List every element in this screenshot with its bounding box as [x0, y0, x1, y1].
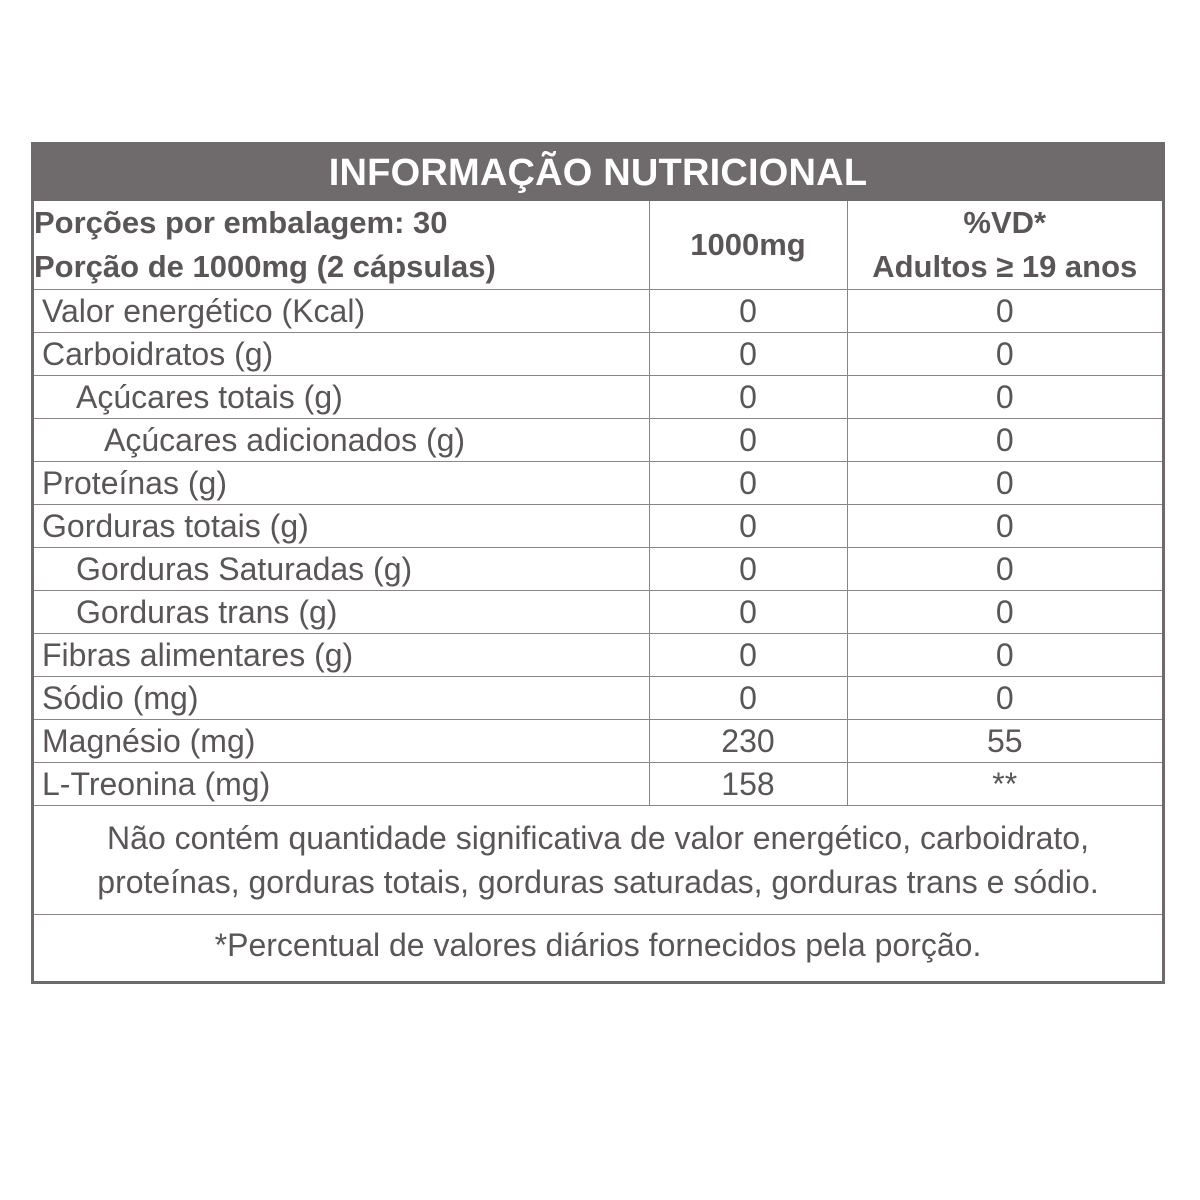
note-line-2: proteínas, gorduras totais, gorduras saturadas, gorduras trans e sódio.	[97, 864, 1099, 900]
nutrient-label: L-Treonina (mg)	[34, 763, 649, 806]
nutrient-amount: 0	[649, 333, 847, 376]
table-header-row	[34, 201, 1162, 290]
nutrient-label: Gorduras Saturadas (g)	[34, 548, 649, 591]
table-row	[34, 505, 1162, 548]
vd-audience: Adultos ≥ 19 anos	[872, 249, 1138, 284]
nutrient-label: Sódio (mg)	[34, 677, 649, 720]
nutrient-amount: 0	[649, 290, 847, 333]
servings-per-package: Porções por embalagem: 30	[34, 205, 448, 240]
nutrition-table	[34, 201, 1162, 975]
nutrient-vd: 55	[847, 720, 1162, 763]
nutrition-facts-panel	[31, 142, 1165, 984]
nutrient-vd: 0	[847, 376, 1162, 419]
nutrient-amount: 0	[649, 462, 847, 505]
nutrient-label: Gorduras totais (g)	[34, 505, 649, 548]
nutrient-label: Carboidratos (g)	[34, 333, 649, 376]
nutrient-amount: 0	[649, 419, 847, 462]
nutrient-amount: 0	[649, 634, 847, 677]
table-row	[34, 591, 1162, 634]
table-row	[34, 720, 1162, 763]
amount-column-header: 1000mg	[649, 201, 847, 290]
nutrient-vd: 0	[847, 419, 1162, 462]
nutrient-label: Fibras alimentares (g)	[34, 634, 649, 677]
nutrient-amount: 0	[649, 677, 847, 720]
serving-info-cell	[34, 201, 649, 290]
nutrient-vd: 0	[847, 290, 1162, 333]
nutrient-label: Gorduras trans (g)	[34, 591, 649, 634]
daily-value-footnote: *Percentual de valores diários fornecidos pela porção.	[34, 915, 1162, 976]
vd-label: %VD*	[963, 205, 1047, 240]
nutrient-vd: 0	[847, 634, 1162, 677]
table-row	[34, 763, 1162, 806]
nutrient-amount: 158	[649, 763, 847, 806]
table-row	[34, 462, 1162, 505]
nutrient-label: Açúcares adicionados (g)	[34, 419, 649, 462]
nutrient-vd: 0	[847, 333, 1162, 376]
nutrient-vd: 0	[847, 548, 1162, 591]
nutrient-vd: **	[847, 763, 1162, 806]
footnote-row	[34, 915, 1162, 976]
nutrient-amount: 0	[649, 505, 847, 548]
table-row	[34, 333, 1162, 376]
nutrient-amount: 0	[649, 548, 847, 591]
table-row	[34, 634, 1162, 677]
nutrient-label: Proteínas (g)	[34, 462, 649, 505]
nutrient-label: Magnésio (mg)	[34, 720, 649, 763]
nutrient-vd: 0	[847, 591, 1162, 634]
nutrient-amount: 0	[649, 376, 847, 419]
note-line-1: Não contém quantidade significativa de valor energético, carboidrato,	[107, 820, 1089, 856]
nutrient-label: Valor energético (Kcal)	[34, 290, 649, 333]
table-row	[34, 419, 1162, 462]
nutrition-note	[34, 806, 1162, 915]
vd-column-header	[847, 201, 1162, 290]
nutrient-amount: 230	[649, 720, 847, 763]
table-row	[34, 376, 1162, 419]
serving-size: Porção de 1000mg (2 cápsulas)	[34, 249, 496, 284]
table-row	[34, 677, 1162, 720]
note-row	[34, 806, 1162, 915]
nutrient-amount: 0	[649, 591, 847, 634]
nutrient-vd: 0	[847, 462, 1162, 505]
nutrient-label: Açúcares totais (g)	[34, 376, 649, 419]
table-row	[34, 548, 1162, 591]
nutrient-vd: 0	[847, 677, 1162, 720]
table-row	[34, 290, 1162, 333]
nutrition-title: INFORMAÇÃO NUTRICIONAL	[34, 145, 1162, 201]
nutrient-vd: 0	[847, 505, 1162, 548]
